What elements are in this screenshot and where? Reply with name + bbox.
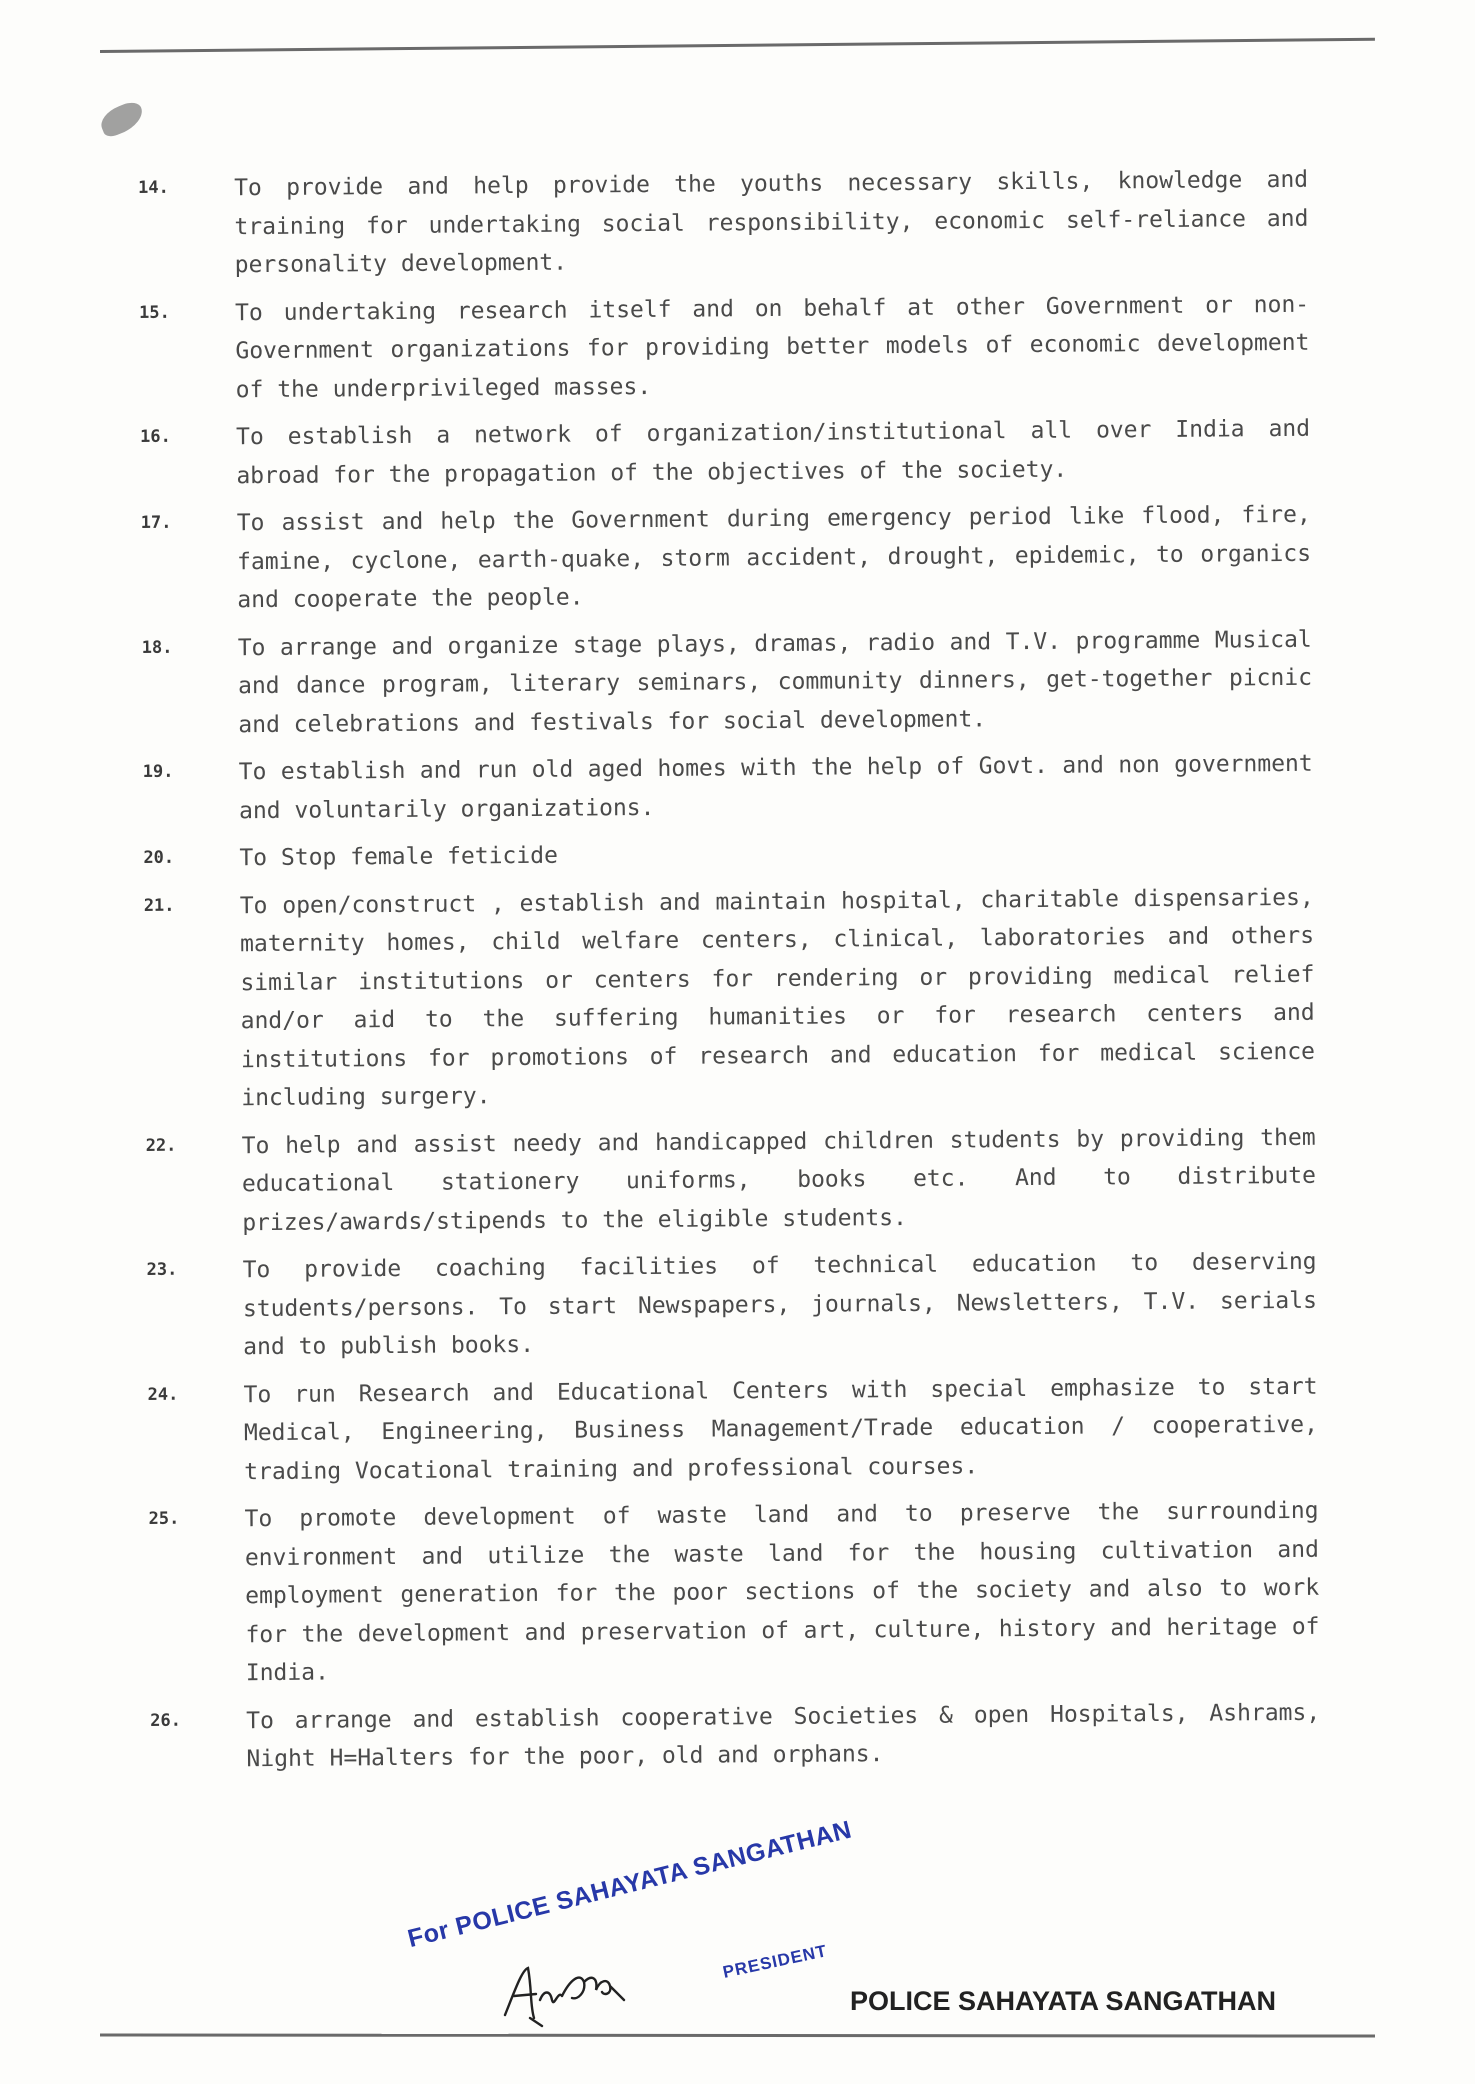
item-number: 14. <box>138 177 169 198</box>
list-item <box>140 410 1311 496</box>
item-number: 22. <box>145 1135 177 1156</box>
item-text: To provide and help provide the youths necessary skills, knowledge and training for undertaking social responsibility, economic self-reliance and personality development. <box>234 166 1309 279</box>
item-text: To run Research and Educational Centers with special emphasize to start Medical, Engineering, Business Management/Trade education / cooperative, trading Vocational training and professional courses. <box>243 1373 1318 1485</box>
scan-smudge <box>97 99 148 140</box>
list-item <box>141 496 1312 621</box>
top-rule <box>100 38 1375 53</box>
item-number: 17. <box>140 512 172 533</box>
item-text: To help and assist needy and handicapped children students by providing them educational stationery uniforms, books etc. And to distribute prizes/awards/stipends to the eligible students. <box>241 1124 1317 1236</box>
item-number: 26. <box>150 1710 181 1731</box>
item-text: To arrange and organize stage plays, dramas, radio and T.V. programme Musical and dance program, literary seminars, community dinners, get-together picnic and celebrations and festivals for social development. <box>237 626 1313 738</box>
list-item <box>148 1492 1319 1694</box>
list-item <box>142 620 1313 745</box>
list-item <box>146 1118 1317 1243</box>
organization-name: POLICE SAHAYATA SANGATHAN <box>850 1986 1277 2016</box>
item-text: To establish and run old aged homes with the help of Govt. and non government and voluntarily organizations. <box>238 750 1313 824</box>
item-text: To arrange and establish cooperative Societies & open Hospitals, Ashrams, Night H=Halters for the poor, old and orphans. <box>246 1699 1321 1773</box>
item-text: To assist and help the Government during emergency period like flood, fire, famine, cyclone, earth-quake, storm accident, drought, epidemic, to organics and cooperate the people. <box>236 501 1312 614</box>
list-item <box>143 745 1314 831</box>
item-text: To Stop female feticide <box>239 842 559 872</box>
organization-stamp: For POLICE SAHAYATA SANGATHAN <box>404 1815 855 1954</box>
item-text: To promote development of waste land and to preserve the surrounding environment and utilize the waste land for the housing cultivation and employment generation for the poor sections of the society and also to work for the development and preservation of art, culture, history and heritage of India. <box>244 1497 1320 1687</box>
item-number: 18. <box>141 637 173 658</box>
item-text: To undertaking research itself and on behalf at other Government or non-Government organizations for providing better models of economic development of the underprivileged masses. <box>235 291 1310 403</box>
list-item <box>144 878 1316 1118</box>
item-number: 20. <box>143 847 175 868</box>
objectives-list <box>138 161 1321 1789</box>
item-number: 24. <box>147 1384 179 1405</box>
item-text: To open/construct , establish and maintain hospital, charitable dispensaries, maternity homes, child welfare centers, clinical, laboratories and others similar institutions or centers for rendering or providing medical relief and/or aid to the suffering humanities or for research centers and institutions for promotions of research and education for medical science including surgery. <box>239 884 1316 1112</box>
item-number: 16. <box>140 426 171 447</box>
item-text: To establish a network of organization/institutional all over India and abroad for the propagation of the objectives of the society. <box>235 415 1311 489</box>
item-number: 21. <box>143 895 175 916</box>
bottom-rule <box>100 2033 1375 2037</box>
signature <box>500 1960 650 2030</box>
list-item <box>147 1367 1318 1492</box>
item-number: 25. <box>148 1508 180 1529</box>
list-item <box>146 1243 1317 1368</box>
president-stamp: PRESIDENT <box>721 1941 830 1982</box>
item-number: 23. <box>146 1259 178 1280</box>
item-number: 15. <box>139 302 170 323</box>
list-item <box>139 285 1310 410</box>
list-item <box>143 831 1313 879</box>
list-item <box>138 161 1309 286</box>
item-text: To provide coaching facilities of technical education to deserving students/persons. To start Newspapers, journals, Newsletters, T.V. serials and to publish books. <box>242 1248 1318 1361</box>
list-item <box>150 1693 1321 1779</box>
item-number: 19. <box>142 761 174 782</box>
